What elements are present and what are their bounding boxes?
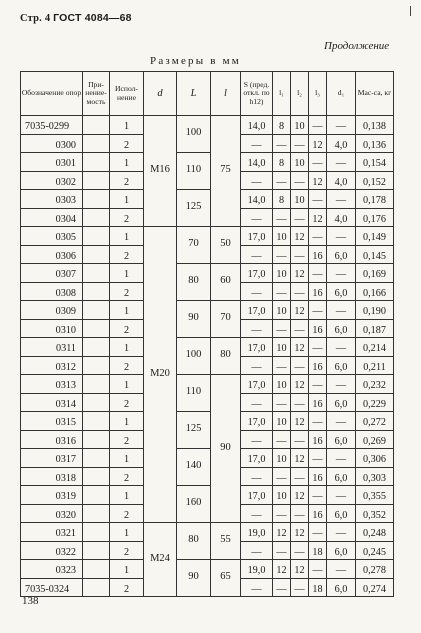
cell-l3: — [309, 523, 327, 542]
cell-l: 75 [211, 116, 241, 227]
cell-l2: 10 [291, 116, 309, 135]
cell-l2: — [291, 245, 309, 264]
cell-mass: 0,269 [356, 430, 394, 449]
cell-execution: 1 [110, 338, 144, 357]
cell-application [83, 319, 110, 338]
col-S: S (пред. откл. по h12) [241, 72, 273, 116]
cell-mass: 0,229 [356, 393, 394, 412]
cell-execution: 2 [110, 134, 144, 153]
cell-application [83, 486, 110, 505]
cell-designation: 0321 [21, 523, 83, 542]
cell-execution: 2 [110, 245, 144, 264]
cell-l1: 8 [273, 116, 291, 135]
cell-designation: 0314 [21, 393, 83, 412]
cell-L: 80 [177, 264, 211, 301]
cell-S: 19,0 [241, 560, 273, 579]
cell-mass: 0,245 [356, 541, 394, 560]
cell-mass: 0,154 [356, 153, 394, 172]
cell-mass: 0,214 [356, 338, 394, 357]
cell-l1: 10 [273, 264, 291, 283]
table-row [21, 523, 394, 542]
cell-execution: 1 [110, 153, 144, 172]
cell-d1: 6,0 [327, 282, 356, 301]
cell-designation: 0311 [21, 338, 83, 357]
cell-l1: 10 [273, 338, 291, 357]
cell-d1: — [327, 412, 356, 431]
corner-mark [410, 6, 411, 16]
cell-mass: 0,352 [356, 504, 394, 523]
cell-execution: 2 [110, 393, 144, 412]
cell-l2: 10 [291, 190, 309, 209]
cell-S: — [241, 208, 273, 227]
cell-d1: 4,0 [327, 171, 356, 190]
cell-l1: 8 [273, 190, 291, 209]
cell-l3: 16 [309, 282, 327, 301]
cell-application [83, 338, 110, 357]
cell-mass: 0,187 [356, 319, 394, 338]
cell-l1: 10 [273, 449, 291, 468]
cell-d1: — [327, 301, 356, 320]
cell-d1: — [327, 227, 356, 246]
cell-S: 14,0 [241, 153, 273, 172]
cell-l2: — [291, 356, 309, 375]
cell-l2: — [291, 578, 309, 597]
cell-l3: — [309, 560, 327, 579]
cell-mass: 0,190 [356, 301, 394, 320]
cell-d1: — [327, 116, 356, 135]
cell-execution: 2 [110, 282, 144, 301]
cell-l1: 10 [273, 227, 291, 246]
cell-l3: 16 [309, 467, 327, 486]
cell-d1: 6,0 [327, 430, 356, 449]
cell-designation: 0323 [21, 560, 83, 579]
cell-S: 17,0 [241, 227, 273, 246]
cell-execution: 2 [110, 541, 144, 560]
cell-l1: — [273, 134, 291, 153]
cell-L: 160 [177, 486, 211, 523]
cell-mass: 0,169 [356, 264, 394, 283]
cell-application [83, 282, 110, 301]
cell-d1: 6,0 [327, 319, 356, 338]
cell-l1: 10 [273, 412, 291, 431]
cell-l2: — [291, 208, 309, 227]
cell-l3: 16 [309, 393, 327, 412]
cell-execution: 1 [110, 486, 144, 505]
cell-l3: — [309, 375, 327, 394]
cell-S: 14,0 [241, 116, 273, 135]
cell-l1: — [273, 430, 291, 449]
cell-designation: 0303 [21, 190, 83, 209]
cell-l1: — [273, 467, 291, 486]
cell-l2: — [291, 171, 309, 190]
cell-l3: 12 [309, 208, 327, 227]
cell-designation: 0319 [21, 486, 83, 505]
cell-l2: 12 [291, 264, 309, 283]
cell-l3: — [309, 449, 327, 468]
cell-L: 110 [177, 375, 211, 412]
cell-S: 17,0 [241, 412, 273, 431]
cell-S: — [241, 430, 273, 449]
cell-l: 50 [211, 227, 241, 264]
cell-l: 70 [211, 301, 241, 338]
cell-l3: 16 [309, 504, 327, 523]
cell-d1: — [327, 375, 356, 394]
col-d: d [144, 72, 177, 116]
cell-application [83, 560, 110, 579]
col-l3: l₃ [309, 72, 327, 116]
cell-d1: 6,0 [327, 578, 356, 597]
cell-application [83, 578, 110, 597]
cell-d1: — [327, 338, 356, 357]
cell-application [83, 467, 110, 486]
cell-L: 90 [177, 560, 211, 597]
cell-designation: 0322 [21, 541, 83, 560]
cell-l1: 8 [273, 153, 291, 172]
table-body [21, 116, 394, 597]
cell-designation: 0307 [21, 264, 83, 283]
cell-l3: 16 [309, 245, 327, 264]
cell-mass: 0,136 [356, 134, 394, 153]
cell-designation: 0302 [21, 171, 83, 190]
cell-d: M20 [144, 227, 177, 523]
cell-d: M24 [144, 523, 177, 597]
cell-mass: 0,272 [356, 412, 394, 431]
sizes-caption: Размеры в мм [150, 55, 241, 67]
cell-mass: 0,278 [356, 560, 394, 579]
cell-l2: — [291, 430, 309, 449]
cell-l2: — [291, 467, 309, 486]
cell-S: — [241, 578, 273, 597]
cell-l: 90 [211, 375, 241, 523]
cell-execution: 1 [110, 412, 144, 431]
cell-application [83, 541, 110, 560]
cell-L: 90 [177, 301, 211, 338]
cell-l2: — [291, 541, 309, 560]
cell-application [83, 208, 110, 227]
cell-d1: — [327, 560, 356, 579]
cell-designation: 0304 [21, 208, 83, 227]
col-mass: Мас-са, кг [356, 72, 394, 116]
table-row [21, 301, 394, 320]
cell-l3: 12 [309, 134, 327, 153]
cell-designation: 0306 [21, 245, 83, 264]
cell-execution: 1 [110, 116, 144, 135]
cell-execution: 1 [110, 375, 144, 394]
cell-S: 17,0 [241, 375, 273, 394]
cell-l1: — [273, 393, 291, 412]
cell-execution: 2 [110, 208, 144, 227]
cell-l1: — [273, 541, 291, 560]
cell-l1: — [273, 208, 291, 227]
cell-execution: 2 [110, 319, 144, 338]
cell-mass: 0,145 [356, 245, 394, 264]
cell-l1: 10 [273, 486, 291, 505]
cell-l2: 12 [291, 301, 309, 320]
cell-S: — [241, 504, 273, 523]
cell-application [83, 412, 110, 431]
cell-application [83, 393, 110, 412]
cell-l3: — [309, 264, 327, 283]
table-row [21, 227, 394, 246]
cell-designation: 0312 [21, 356, 83, 375]
col-execution: Испол-нение [110, 72, 144, 116]
cell-l3: 16 [309, 356, 327, 375]
cell-d1: 6,0 [327, 245, 356, 264]
gost-number: ГОСТ 4084—68 [53, 12, 132, 24]
cell-d: M16 [144, 116, 177, 227]
cell-d1: — [327, 190, 356, 209]
cell-d1: 6,0 [327, 393, 356, 412]
cell-mass: 0,166 [356, 282, 394, 301]
cell-S: — [241, 393, 273, 412]
cell-l2: — [291, 282, 309, 301]
cell-execution: 2 [110, 171, 144, 190]
cell-l2: 12 [291, 523, 309, 542]
page-header [20, 12, 132, 24]
cell-l2: 12 [291, 338, 309, 357]
cell-application [83, 430, 110, 449]
cell-l3: 16 [309, 319, 327, 338]
cell-l2: — [291, 393, 309, 412]
cell-L: 125 [177, 190, 211, 227]
cell-l3: — [309, 412, 327, 431]
cell-l2: — [291, 134, 309, 153]
table-row [21, 560, 394, 579]
cell-l2: 12 [291, 227, 309, 246]
cell-designation: 0315 [21, 412, 83, 431]
cell-S: — [241, 245, 273, 264]
cell-mass: 0,248 [356, 523, 394, 542]
cell-S: — [241, 356, 273, 375]
cell-S: 17,0 [241, 449, 273, 468]
cell-d1: 6,0 [327, 467, 356, 486]
cell-l1: — [273, 504, 291, 523]
cell-application [83, 227, 110, 246]
cell-L: 100 [177, 116, 211, 153]
cell-l2: 12 [291, 560, 309, 579]
cell-d1: — [327, 153, 356, 172]
cell-execution: 1 [110, 190, 144, 209]
table-row [21, 375, 394, 394]
cell-L: 80 [177, 523, 211, 560]
cell-d1: — [327, 264, 356, 283]
cell-application [83, 134, 110, 153]
cell-designation: 0317 [21, 449, 83, 468]
cell-execution: 2 [110, 504, 144, 523]
cell-l2: 12 [291, 449, 309, 468]
cell-l1: 10 [273, 301, 291, 320]
page-number: 138 [22, 595, 39, 607]
col-d1: d₁ [327, 72, 356, 116]
cell-mass: 0,152 [356, 171, 394, 190]
cell-designation: 0305 [21, 227, 83, 246]
cell-l3: — [309, 190, 327, 209]
cell-L: 110 [177, 153, 211, 190]
cell-l2: — [291, 504, 309, 523]
cell-S: 17,0 [241, 301, 273, 320]
cell-mass: 0,306 [356, 449, 394, 468]
cell-mass: 0,355 [356, 486, 394, 505]
cell-execution: 1 [110, 227, 144, 246]
table-row [21, 190, 394, 209]
cell-L: 140 [177, 449, 211, 486]
cell-S: 17,0 [241, 338, 273, 357]
cell-l3: — [309, 301, 327, 320]
cell-designation: 0308 [21, 282, 83, 301]
cell-application [83, 264, 110, 283]
cell-application [83, 171, 110, 190]
cell-l: 65 [211, 560, 241, 597]
table-row [21, 449, 394, 468]
col-l2: l₂ [291, 72, 309, 116]
table-row [21, 153, 394, 172]
cell-designation: 0320 [21, 504, 83, 523]
cell-designation: 0313 [21, 375, 83, 394]
cell-application [83, 245, 110, 264]
cell-mass: 0,149 [356, 227, 394, 246]
cell-designation: 0309 [21, 301, 83, 320]
cell-l1: — [273, 282, 291, 301]
cell-S: — [241, 319, 273, 338]
cell-mass: 0,232 [356, 375, 394, 394]
cell-l: 55 [211, 523, 241, 560]
cell-S: 17,0 [241, 264, 273, 283]
cell-application [83, 449, 110, 468]
cell-l: 80 [211, 338, 241, 375]
table-row [21, 338, 394, 357]
cell-l1: — [273, 356, 291, 375]
cell-mass: 0,303 [356, 467, 394, 486]
cell-S: 17,0 [241, 486, 273, 505]
cell-mass: 0,178 [356, 190, 394, 209]
cell-l2: 12 [291, 375, 309, 394]
cell-l3: — [309, 153, 327, 172]
cell-L: 70 [177, 227, 211, 264]
cell-l1: — [273, 578, 291, 597]
cell-designation: 0310 [21, 319, 83, 338]
col-l1: l₁ [273, 72, 291, 116]
cell-S: 19,0 [241, 523, 273, 542]
col-designation: Обозначение опор [21, 72, 83, 116]
cell-l1: 12 [273, 523, 291, 542]
cell-designation: 0301 [21, 153, 83, 172]
table-row [21, 264, 394, 283]
cell-l2: 12 [291, 412, 309, 431]
cell-d1: — [327, 486, 356, 505]
cell-designation: 7035-0299 [21, 116, 83, 135]
table-header-row [21, 72, 394, 116]
cell-l3: — [309, 338, 327, 357]
cell-S: 14,0 [241, 190, 273, 209]
cell-application [83, 504, 110, 523]
cell-l3: — [309, 486, 327, 505]
cell-d1: 4,0 [327, 134, 356, 153]
cell-l2: — [291, 319, 309, 338]
cell-d1: — [327, 523, 356, 542]
cell-l3: — [309, 227, 327, 246]
continuation-label: Продолжение [324, 40, 390, 52]
cell-l3: — [309, 116, 327, 135]
page-label: Стр. 4 [20, 13, 51, 24]
cell-l2: 12 [291, 486, 309, 505]
cell-l3: 12 [309, 171, 327, 190]
cell-d1: — [327, 449, 356, 468]
cell-l2: 10 [291, 153, 309, 172]
cell-execution: 2 [110, 467, 144, 486]
cell-mass: 0,138 [356, 116, 394, 135]
cell-execution: 1 [110, 523, 144, 542]
cell-l3: 16 [309, 430, 327, 449]
cell-d1: 6,0 [327, 541, 356, 560]
cell-l1: 12 [273, 560, 291, 579]
cell-application [83, 153, 110, 172]
cell-designation: 0316 [21, 430, 83, 449]
col-l: l [211, 72, 241, 116]
cell-l1: 10 [273, 375, 291, 394]
cell-execution: 1 [110, 449, 144, 468]
cell-application [83, 116, 110, 135]
cell-l1: — [273, 171, 291, 190]
dimensions-table [20, 71, 394, 597]
cell-designation: 0300 [21, 134, 83, 153]
cell-application [83, 356, 110, 375]
cell-d1: 6,0 [327, 504, 356, 523]
cell-designation: 0318 [21, 467, 83, 486]
cell-l3: 18 [309, 578, 327, 597]
cell-application [83, 190, 110, 209]
cell-mass: 0,176 [356, 208, 394, 227]
cell-L: 125 [177, 412, 211, 449]
cell-execution: 1 [110, 264, 144, 283]
cell-designation: 7035-0324 [21, 578, 83, 597]
cell-S: — [241, 134, 273, 153]
cell-mass: 0,211 [356, 356, 394, 375]
cell-execution: 2 [110, 578, 144, 597]
col-application: При-нение-мость [83, 72, 110, 116]
cell-S: — [241, 282, 273, 301]
cell-L: 100 [177, 338, 211, 375]
cell-l3: 18 [309, 541, 327, 560]
cell-l1: — [273, 245, 291, 264]
cell-l1: — [273, 319, 291, 338]
cell-application [83, 375, 110, 394]
table-row [21, 116, 394, 135]
col-L: L [177, 72, 211, 116]
cell-d1: 4,0 [327, 208, 356, 227]
cell-application [83, 301, 110, 320]
table-row [21, 486, 394, 505]
cell-execution: 1 [110, 560, 144, 579]
cell-execution: 1 [110, 301, 144, 320]
cell-S: — [241, 541, 273, 560]
cell-execution: 2 [110, 430, 144, 449]
cell-S: — [241, 171, 273, 190]
cell-execution: 2 [110, 356, 144, 375]
cell-S: — [241, 467, 273, 486]
cell-mass: 0,274 [356, 578, 394, 597]
cell-application [83, 523, 110, 542]
cell-d1: 6,0 [327, 356, 356, 375]
cell-l: 60 [211, 264, 241, 301]
table-row [21, 412, 394, 431]
